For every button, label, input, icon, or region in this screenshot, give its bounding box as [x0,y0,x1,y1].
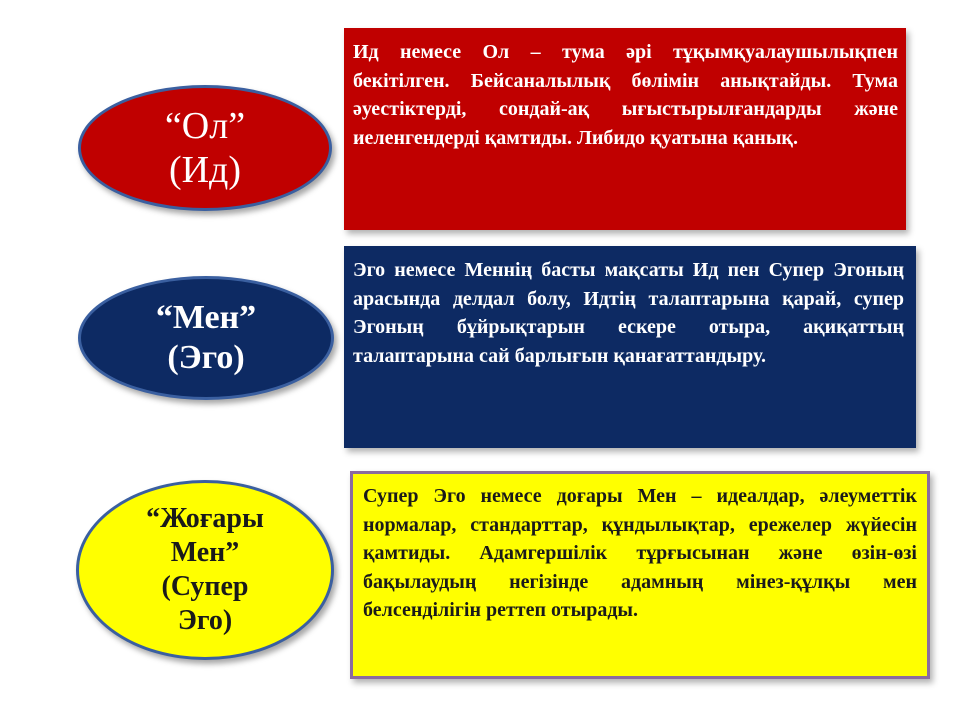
ego-description-box: Эго немесе Меннің басты мақсаты Ид пен Супер Эгоның арасында делдал болу, Идтің талаптарына қарай, супер Эгоның бұйрықтарын ескере отыра, ақиқаттың талаптарына сай барлығын қанағаттандыру. [344,246,916,448]
superego-ellipse-line-4: Эго) [177,605,233,636]
id-ellipse-line-2: (Ид) [168,149,242,191]
superego-ellipse-line-2: Мен” [170,537,240,568]
id-ellipse [78,85,332,211]
superego-ellipse [76,480,334,660]
ego-ellipse-line-2: (Эго) [167,339,245,376]
superego-ellipse-line-1: “Жоғары [146,503,264,534]
ego-ellipse-line-1: “Мен” [155,299,257,336]
id-ellipse-line-1: “Ол” [164,105,246,147]
superego-ellipse-line-3: (Супер [161,571,249,602]
superego-description-box: Супер Эго немесе доғары Мен – идеалдар, әлеуметтік нормалар, стандарттар, құндылықтар, ережелер жүйесін қамтиды. Адамгершілік тұрғысынан және өзін-өзі бақылаудың негізінде адамның мінез-құлқы мен белсенділігін реттеп отырады. [350,471,930,679]
ego-ellipse [78,276,334,400]
id-description-box: Ид немесе Ол – тума әрі тұқымқуалаушылықпен бекітілген. Бейсаналылық бөлімін анықтайды. Тума әуестіктерді, сондай-ақ ығыстырылғандарды және иеленгендерді қамтиды. Либидо қуатына қанық. [344,28,906,230]
